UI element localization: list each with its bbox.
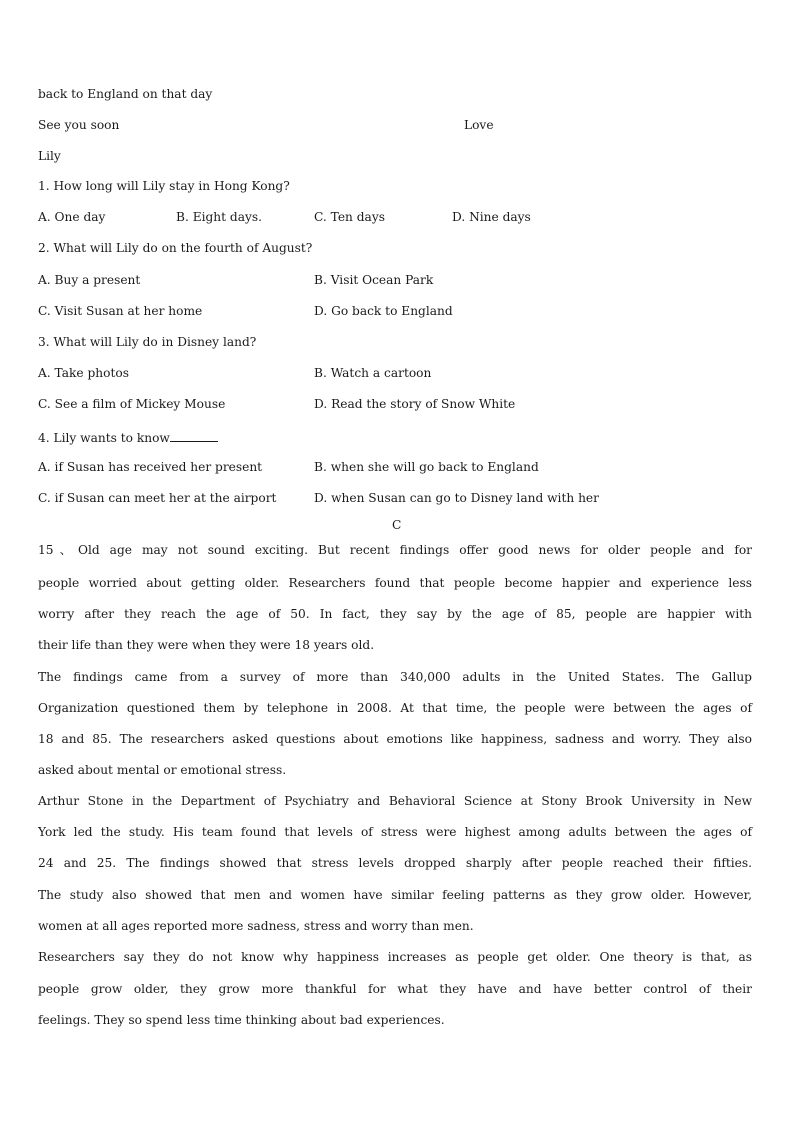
question-4: [38, 430, 218, 444]
passage-line: women at all ages reported more sadness, stress and worry than men.: [38, 919, 474, 933]
question-3: 3. What will Lily do in Disney land?: [38, 335, 257, 349]
q3-option-c: C. See a film of Mickey Mouse: [38, 397, 226, 411]
letter-tail: back to England on that day: [38, 87, 213, 101]
passage-line: 24 and 25. The findings showed that stress levels dropped sharply after people reached their fifties.: [38, 856, 752, 870]
q2-option-b: B. Visit Ocean Park: [314, 273, 434, 287]
passage-line: 18 and 85. The researchers asked questions about emotions like happiness, sadness and worry. They also: [38, 732, 752, 746]
passage-line: worry after they reach the age of 50. In fact, they say by the age of 85, people are happier with: [38, 607, 752, 621]
passage-line: The findings came from a survey of more than 340,000 adults in the United States. The Gallup: [38, 670, 752, 684]
passage-line: Researchers say they do not know why happiness increases as people get older. One theory is that, as: [38, 950, 752, 964]
q1-option-c: C. Ten days: [314, 210, 385, 224]
question-4-text: 4. Lily wants to know: [38, 431, 170, 445]
question-2: 2. What will Lily do on the fourth of August?: [38, 241, 313, 255]
q1-option-a: A. One day: [38, 210, 106, 224]
passage-line: 15、Old age may not sound exciting. But recent findings offer good news for older people and for: [38, 543, 752, 557]
q4-option-d: D. when Susan can go to Disney land with her: [314, 491, 599, 505]
q3-option-d: D. Read the story of Snow White: [314, 397, 516, 411]
passage-line: people worried about getting older. Researchers found that people become happier and experience less: [38, 576, 752, 590]
q1-option-b: B. Eight days.: [176, 210, 263, 224]
letter-love: Love: [464, 118, 494, 132]
q2-option-a: A. Buy a present: [38, 273, 141, 287]
passage-line: Arthur Stone in the Department of Psychiatry and Behavioral Science at Stony Brook University in New: [38, 794, 752, 808]
passage-line: York led the study. His team found that levels of stress were highest among adults between the ages of: [38, 825, 752, 839]
q4-option-c: C. if Susan can meet her at the airport: [38, 491, 277, 505]
q4-option-a: A. if Susan has received her present: [38, 460, 263, 474]
q1-option-d: D. Nine days: [452, 210, 531, 224]
passage-line: people grow older, they grow more thankful for what they have and have better control of their: [38, 982, 752, 996]
answer-blank: [170, 430, 218, 442]
passage-line: their life than they were when they were 18 years old.: [38, 638, 375, 652]
passage-line: Organization questioned them by telephone in 2008. At that time, the people were between the ages of: [38, 701, 752, 715]
letter-closing: See you soon: [38, 118, 120, 132]
section-heading: C: [392, 518, 402, 532]
q4-option-b: B. when she will go back to England: [314, 460, 539, 474]
letter-signature: Lily: [38, 149, 61, 163]
passage-line: The study also showed that men and women have similar feeling patterns as they grow older. However,: [38, 888, 752, 902]
q2-option-c: C. Visit Susan at her home: [38, 304, 203, 318]
q3-option-a: A. Take photos: [38, 366, 129, 380]
q2-option-d: D. Go back to England: [314, 304, 453, 318]
question-1: 1. How long will Lily stay in Hong Kong?: [38, 179, 290, 193]
passage-line: asked about mental or emotional stress.: [38, 763, 287, 777]
q3-option-b: B. Watch a cartoon: [314, 366, 432, 380]
passage-line: feelings. They so spend less time thinking about bad experiences.: [38, 1013, 445, 1027]
